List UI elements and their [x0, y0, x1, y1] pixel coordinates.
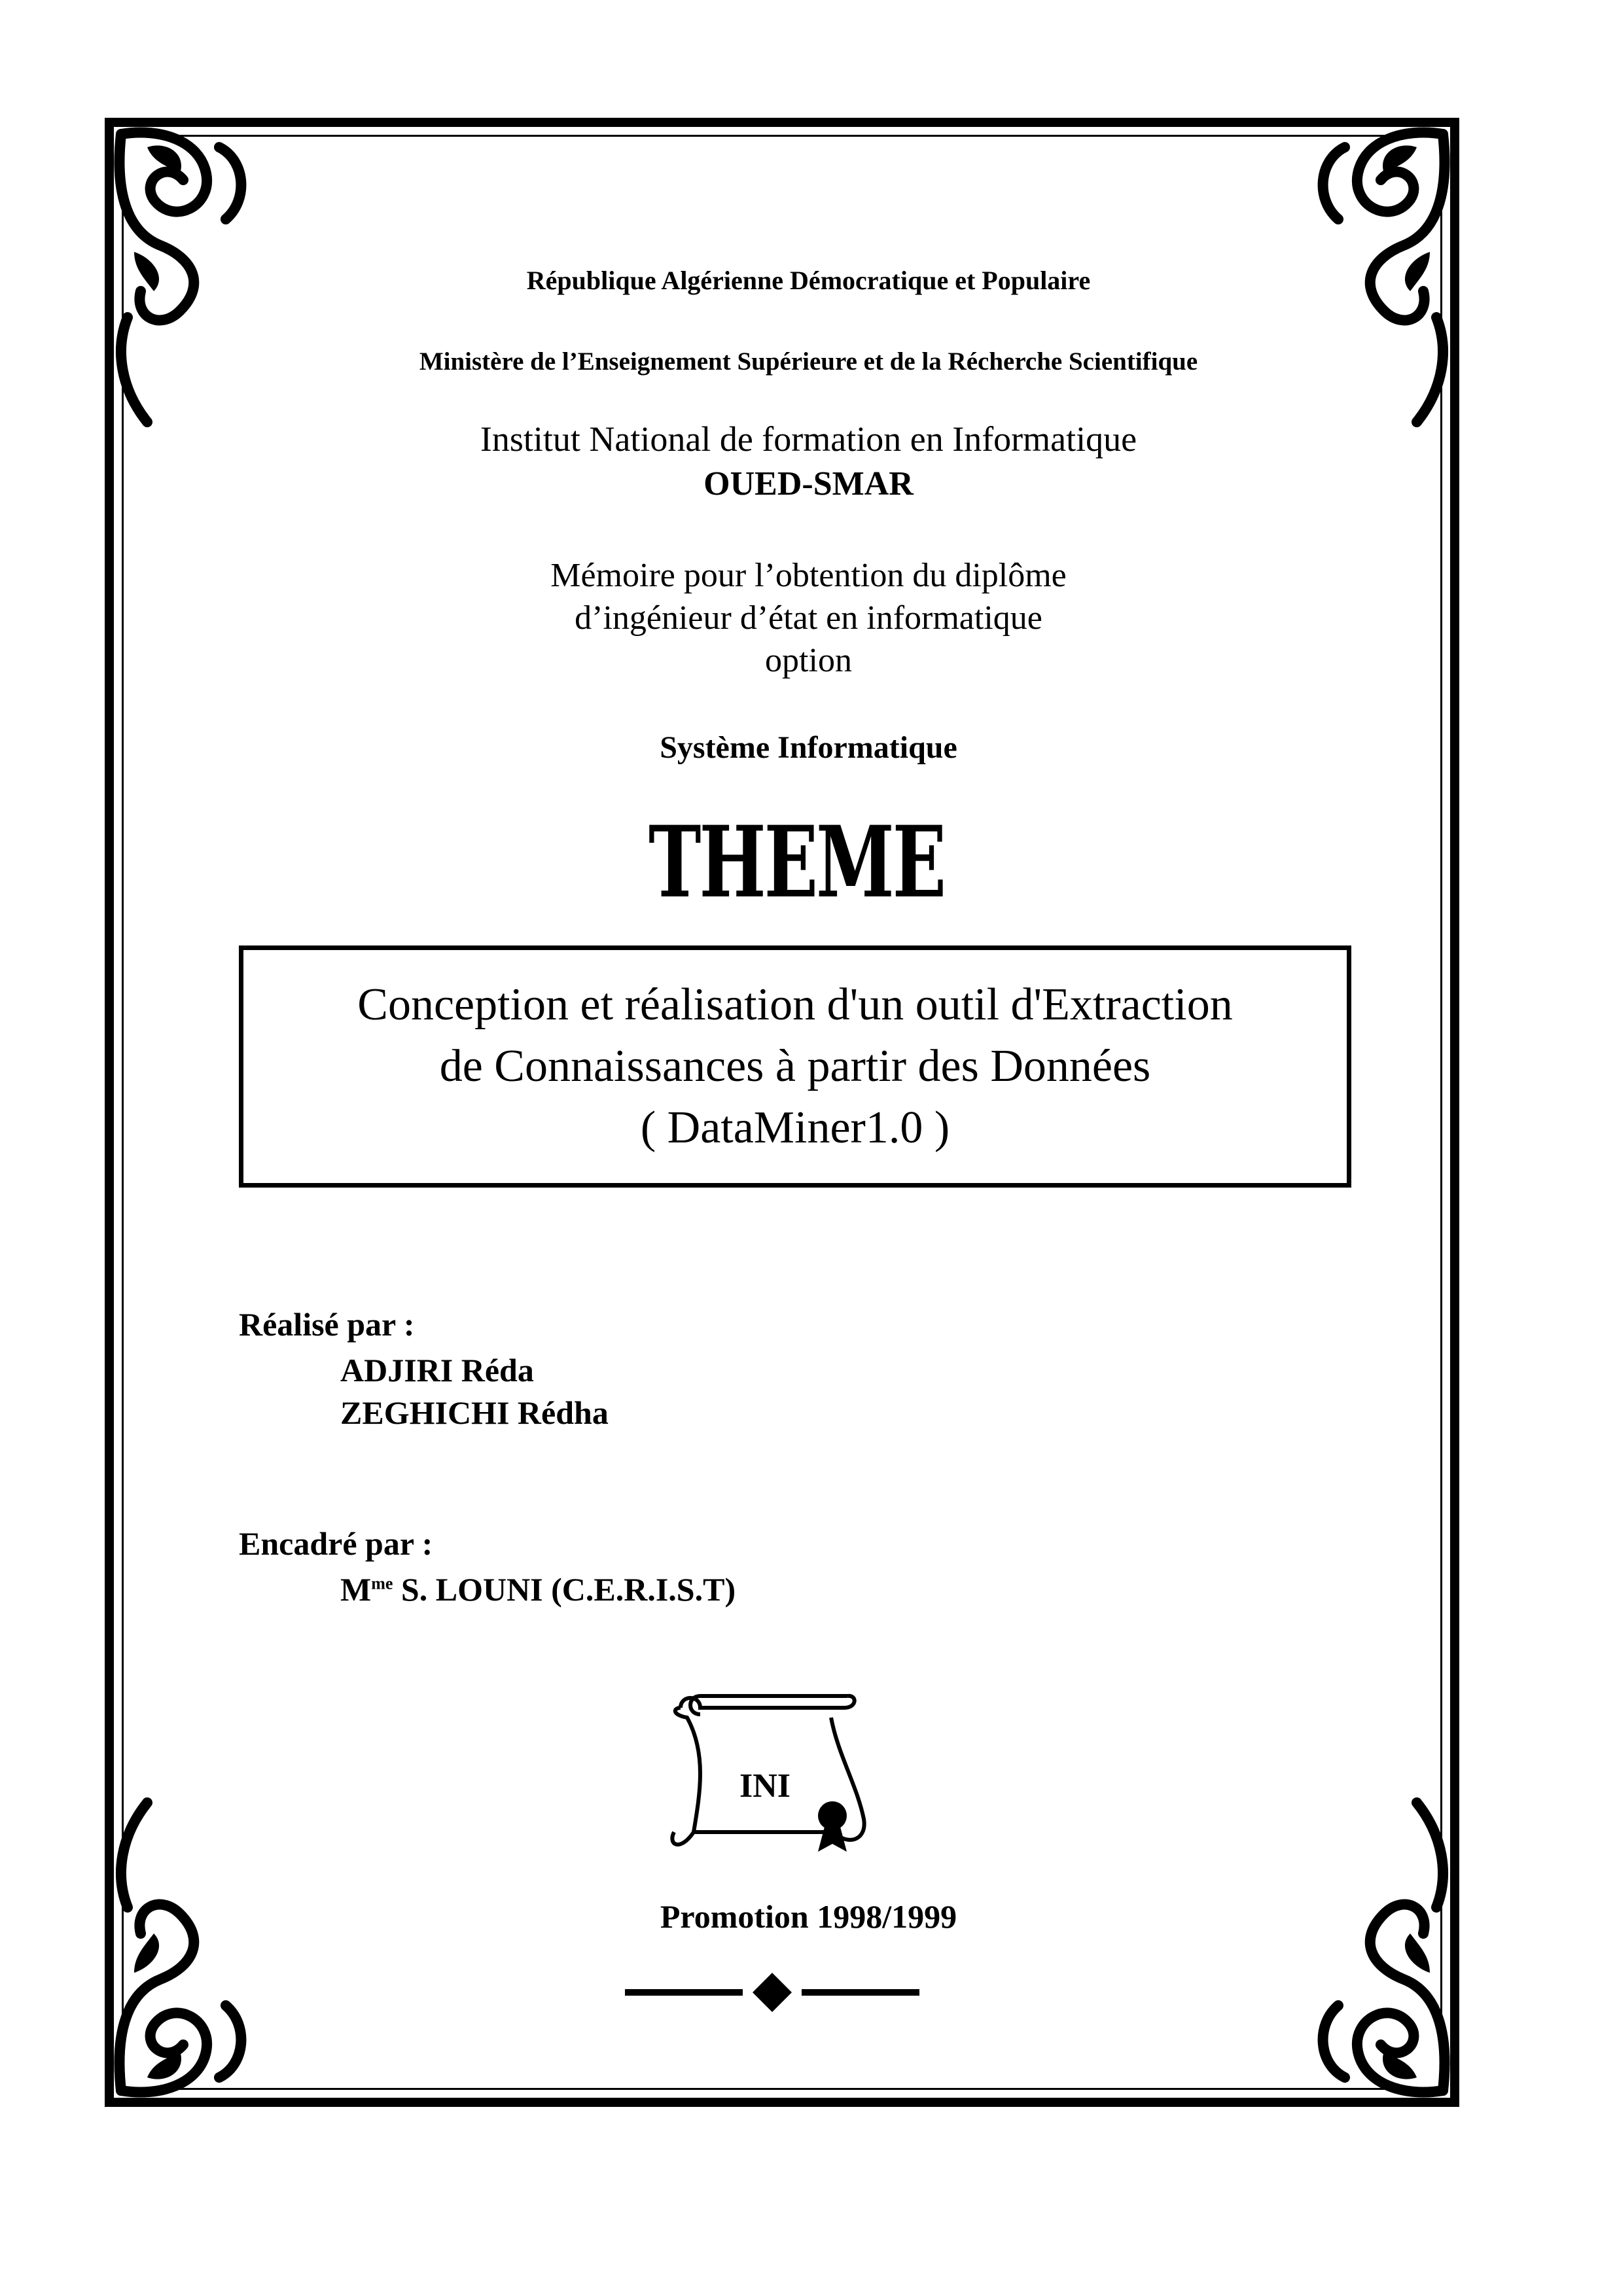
authors-label: Réalisé par :: [239, 1306, 415, 1343]
title-line-2: de Connaissances à partir des Données: [439, 1041, 1151, 1091]
corner-ornament-bottom-right: [1306, 1796, 1456, 2104]
thesis-line-1: Mémoire pour l’obtention du diplôme: [550, 557, 1067, 594]
thesis-line-2: d’ingénieur d’état en informatique: [575, 599, 1042, 637]
ministry-line: Ministère de l’Enseignement Supérieure et de la Récherche Scientifique: [419, 347, 1198, 376]
supervisor-name: S. LOUNI (C.E.R.I.S.T): [400, 1571, 736, 1608]
title-box: [239, 945, 1351, 1188]
supervisor-label: Encadré par :: [239, 1525, 433, 1562]
diamond-divider: [625, 1969, 919, 2015]
location-line: OUED-SMAR: [703, 465, 914, 503]
author-name-2: ZEGHICHI Rédha: [340, 1394, 609, 1431]
supervisor-line: [340, 1570, 736, 1608]
title-line-1: Conception et réalisation d'un outil d'Extraction: [357, 980, 1233, 1030]
author-name-1: ADJIRI Réda: [340, 1352, 534, 1388]
corner-ornament-bottom-left: [108, 1796, 258, 2104]
thesis-option-label: option: [765, 642, 852, 679]
supervisor-title-sup: me: [371, 1574, 393, 1593]
republic-line: République Algérienne Démocratique et Populaire: [526, 266, 1091, 295]
thesis-option-value: Système Informatique: [660, 730, 957, 765]
logo-text: INI: [739, 1767, 791, 1805]
theme-heading: THEME: [649, 805, 945, 920]
title-line-3: ( DataMiner1.0 ): [640, 1103, 950, 1153]
promotion-line: Promotion 1998/1999: [660, 1898, 957, 1935]
institute-line: Institut National de formation en Informatique: [480, 419, 1137, 459]
supervisor-title: M: [340, 1571, 372, 1608]
